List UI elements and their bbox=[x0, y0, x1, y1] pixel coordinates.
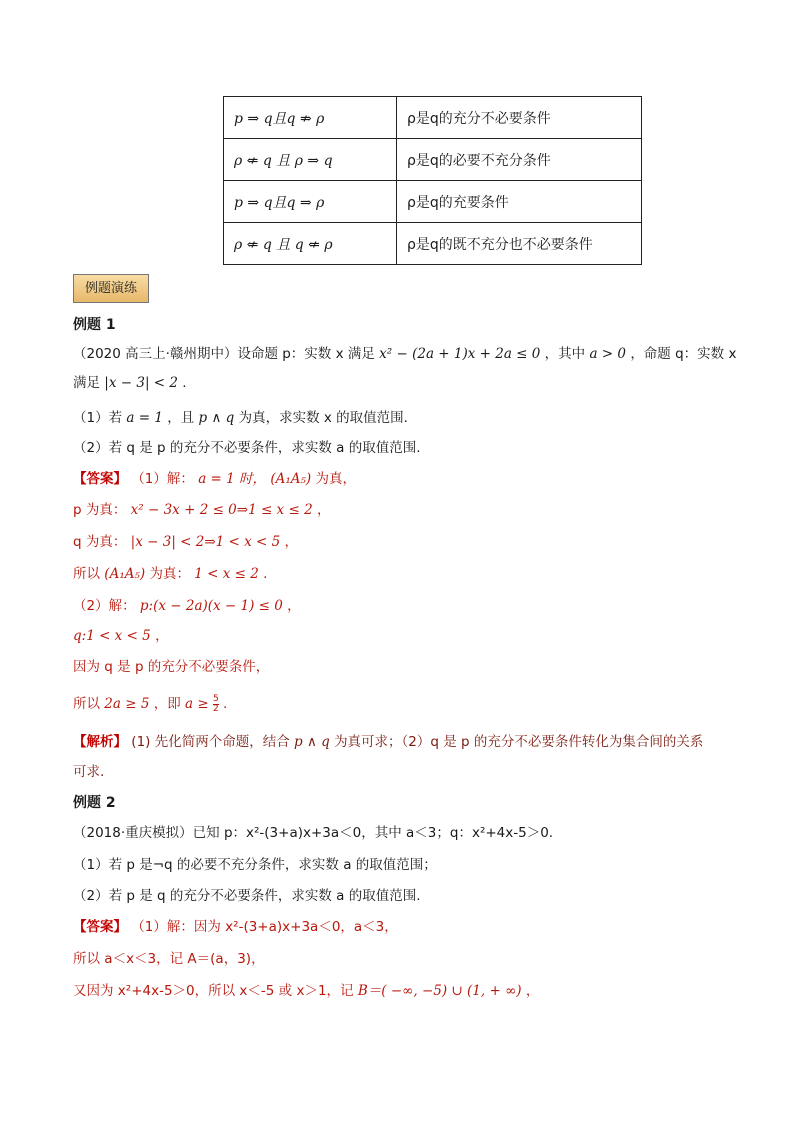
text: ， bbox=[287, 598, 301, 614]
fraction bbox=[213, 695, 219, 714]
formula: p:(x − 2a)(x − 1) ≤ 0 bbox=[139, 598, 283, 614]
text: ，即 bbox=[153, 696, 181, 712]
text: . bbox=[223, 696, 228, 712]
ex1-answer-line-3 bbox=[73, 532, 298, 552]
formula: |x − 3| < 2⇒1 < x < 5 bbox=[130, 534, 281, 550]
formula: a = 1 时， bbox=[198, 471, 267, 487]
formula: p ∧ q bbox=[294, 734, 330, 750]
text: （2）解： bbox=[73, 598, 136, 614]
formula: q:1 < x < 5 bbox=[73, 628, 151, 644]
ex1-question-1 bbox=[73, 408, 408, 428]
text: ，且 bbox=[167, 410, 195, 426]
ex1-answer-line-2 bbox=[73, 500, 330, 520]
text: 为真，求实数 x 的取值范围. bbox=[238, 410, 408, 426]
example-2-title: 例题 2 bbox=[73, 795, 116, 811]
ex1-answer-line-7: 因为 q 是 p 的充分不必要条件， bbox=[73, 659, 270, 675]
table-cell-left: ρ ⇍ q 且 q ⇍ ρ bbox=[224, 223, 397, 265]
fraction-denominator: 2 bbox=[212, 703, 219, 714]
text: 满足 bbox=[73, 375, 100, 391]
formula: 2a ≥ 5 bbox=[104, 696, 150, 712]
formula: a = 1 bbox=[126, 410, 163, 426]
analysis-label: 【解析】 bbox=[73, 734, 127, 750]
formula: x² − (2a + 1)x + 2a ≤ 0 bbox=[379, 346, 541, 362]
text: 又因为 x²+4x-5＞0，所以 x＜-5 或 x＞1，记 bbox=[73, 983, 354, 999]
formula: a > 0 bbox=[589, 346, 627, 362]
table-row bbox=[224, 139, 642, 181]
answer-label: 【答案】 bbox=[73, 919, 127, 935]
table-row bbox=[224, 223, 642, 265]
fraction-numerator: 5 bbox=[212, 693, 219, 704]
formula: 1 < x ≤ 2 bbox=[194, 566, 259, 582]
ex2-answer-line-1 bbox=[73, 917, 398, 937]
ex1-answer-line-6 bbox=[73, 626, 169, 646]
ex1-question-2: （2）若 q 是 p 的充分不必要条件，求实数 a 的取值范围. bbox=[73, 440, 421, 456]
text: 为真可求；（2）q 是 p 的充分不必要条件转化为集合间的关系 bbox=[334, 734, 704, 750]
formula: p ∧ q bbox=[198, 410, 235, 426]
text: ， bbox=[316, 502, 331, 518]
table-cell-right: ρ是q的充要条件 bbox=[397, 181, 642, 223]
text: ，命题 q：实数 x bbox=[630, 346, 737, 362]
text: 所以 bbox=[73, 696, 100, 712]
text: 为真， bbox=[315, 471, 356, 487]
formula: B＝( −∞, −5) ∪ (1, + ∞) bbox=[357, 983, 522, 999]
text: q 为真： bbox=[73, 534, 127, 550]
example-1-title: 例题 1 bbox=[73, 317, 116, 333]
table-cell-left: p ⇒ q且q ⇒ ρ bbox=[224, 181, 397, 223]
table-cell-right: ρ是q的既不充分也不必要条件 bbox=[397, 223, 642, 265]
text: （2020 高三上·赣州期中）设命题 p：实数 x 满足 bbox=[73, 346, 375, 362]
formula: x² − 3x + 2 ≤ 0⇒1 ≤ x ≤ 2 bbox=[130, 502, 313, 518]
text: （1）若 bbox=[73, 410, 123, 426]
ex2-question-2: （2）若 p 是 q 的充分不必要条件，求实数 a 的取值范围. bbox=[73, 888, 421, 904]
table-row bbox=[224, 181, 642, 223]
text: 所以 bbox=[73, 566, 100, 582]
table-cell-right: ρ是q的必要不充分条件 bbox=[397, 139, 642, 181]
ex1-answer-line-5 bbox=[73, 596, 301, 616]
section-tag: 例题演练 bbox=[73, 274, 149, 303]
ex1-answer-line-8 bbox=[73, 694, 227, 714]
ex2-question-1: （1）若 p 是¬q 的必要不充分条件，求实数 a 的取值范围； bbox=[73, 857, 437, 873]
condition-table bbox=[223, 96, 642, 265]
text: p 为真： bbox=[73, 502, 127, 518]
formula: a ≥ bbox=[185, 696, 209, 712]
text: （1）解： bbox=[131, 471, 194, 487]
ex1-stem-line-2 bbox=[73, 373, 187, 393]
text: （1）解：因为 x²-(3+a)x+3a＜0，a＜3， bbox=[131, 919, 398, 935]
text: 为真： bbox=[149, 566, 190, 582]
ex1-analysis-line-2: 可求. bbox=[73, 764, 105, 780]
ex2-answer-line-3 bbox=[73, 981, 539, 1001]
text: ， bbox=[155, 628, 169, 644]
ex1-answer-line-4 bbox=[73, 564, 267, 584]
ex2-stem: （2018·重庆模拟）已知 p：x²-(3+a)x+3a＜0，其中 a＜3；q：x²+4x-5＞0. bbox=[73, 825, 554, 841]
table-cell-left: ρ ⇍ q 且 ρ ⇒ q bbox=[224, 139, 397, 181]
ex1-analysis-line-1 bbox=[73, 732, 703, 752]
text: . bbox=[182, 375, 187, 391]
ex1-stem-line-1 bbox=[73, 344, 736, 364]
ex2-answer-line-2: 所以 a＜x＜3，记 A＝(a，3)， bbox=[73, 951, 265, 967]
ex1-answer-line-1 bbox=[73, 469, 356, 489]
text: ，其中 bbox=[544, 346, 586, 362]
text: (1) 先化简两个命题，结合 bbox=[131, 734, 290, 750]
table-cell-left: p ⇒ q且q ⇏ ρ bbox=[224, 97, 397, 139]
formula: (A₁A₅) bbox=[270, 471, 312, 487]
table-cell-right: ρ是q的充分不必要条件 bbox=[397, 97, 642, 139]
text: ， bbox=[284, 534, 299, 550]
table-row bbox=[224, 97, 642, 139]
text: ， bbox=[525, 983, 540, 999]
formula: |x − 3| < 2 bbox=[104, 375, 178, 391]
text: . bbox=[263, 566, 268, 582]
formula: (A₁A₅) bbox=[104, 566, 146, 582]
answer-label: 【答案】 bbox=[73, 471, 127, 487]
